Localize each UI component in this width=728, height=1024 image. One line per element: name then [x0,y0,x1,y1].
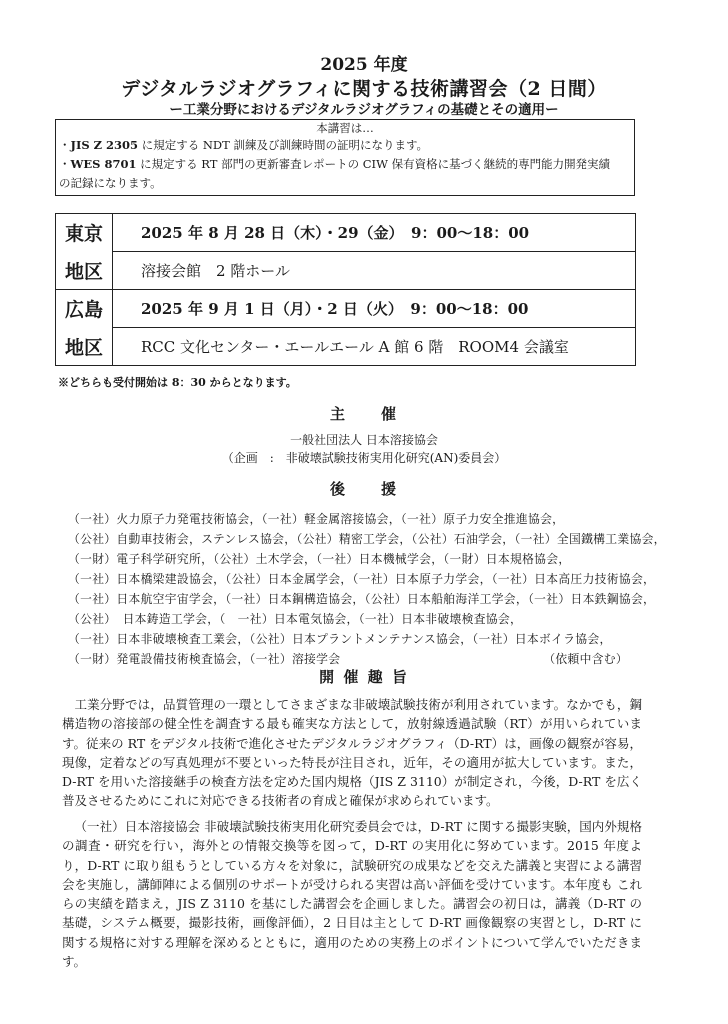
supporter-line: （一社）火力原子力発電技術協会，（一社）軽金属溶接協会，（一社）原子力安全推進協会， [68,512,565,526]
venue-date-hiroshima: 2025 年 9 月 1 日（月）・2 日（火） 9：00〜18：00 [113,290,636,328]
venue-table [55,213,636,366]
purpose-paragraph-2: （一社）日本溶接協会 非破壊試験技術実用化研究委員会では，D-RT に関する撮影実験，国内外規格の調査・研究を行い，海外との情報交換等を図って，D-RT の実用化に努めています。2015 年度より，D-RT に取り組もうとしている方々を対象に，試験研究の成果などを交えた講義と実習による講習会を実施し，講師陣による個別のサポートが受けられる実習は高い評価を受けています。本年度も これらの実績を踏まえ，JIS Z 3110 を基にした講習会を企画しました。講習会の初日は，講義（D-RT の基礎，システム概要，撮影技術，画像評価），2 日目は主として D-RT 画像観察の実習とし，D-RT に関する規格に対する理解を深めるとともに，適用のための実務上のポイントについて学んでいただきます。 [62,819,642,970]
supporter-line: （一社）日本航空宇宙学会，（一社）日本鋼構造協会，（公社）日本船舶海洋工学会，（一社）日本鉄鋼協会， [68,592,656,606]
supporter-line: （公社） 日本鋳造工学会，（ 一社）日本電気協会，（一社）日本非破壊検査協会， [68,612,523,626]
supporter-line: （一財）電子科学研究所，（公社）土木学会，（一社）日本機械学会，（一財）日本規格協会， [68,552,571,566]
page-subtitle: ー工業分野におけるデジタルラジオグラフィの基礎とその適用ー [169,102,559,118]
supporter-pending-note: （依頼中含む） [543,652,628,666]
venue-place-tokyo: 溶接会館 2 階ホール [113,252,636,290]
venue-row-tokyo-date [56,214,636,252]
notice-text-1: に規定する NDT 訓練及び訓練時間の証明になります。 [138,138,429,152]
venue-date-tokyo: 2025 年 8 月 28 日（木）・29（金） 9：00〜18：00 [113,214,636,252]
supporter-line-last [68,650,628,667]
venue-label-tokyo-area: 地区 [56,252,113,290]
reception-note: ※どちらも受付開始は 8：30 からとなります。 [58,376,297,389]
supporter-line: （公社）自動車技術会，ステンレス協会，（公社）精密工学会，（公社）石油学会，（一社）全国鐵構工業協会， [68,532,666,546]
notice-standard-jis: JIS Z 2305 [70,138,139,152]
notice-standard-wes: WES 8701 [70,157,137,171]
page-title: デジタルラジオグラフィに関する技術講習会（2 日間） [121,78,607,100]
purpose-paragraph-1: 工業分野では，品質管理の一環としてさまざまな非破壊試験技術が利用されています。なかでも，鋼構造物の溶接部の健全性を調査する最も確実な方法として，放射線透過試験（RT）が用いられています。従来の RT をデジタル技術で進化させたデジタルラジオグラフィ（D-RT）は，画像の観察が容易，現像，定着などの写真処理が不要といった特長が注目され，近年，その適用が拡大しています。また，D-RT を用いた溶接継手の検査方法を定めた国内規格（JIS Z 3110）が制定され，今後，D-RT を広く普及させるためにこれに対応できる技術者の育成と確保が求められています。 [62,697,642,809]
venue-row-tokyo-place [56,252,636,290]
venue-row-hiroshima-date [56,290,636,328]
venue-label-hiroshima: 広島 [56,290,113,328]
organizer-planning: （企画 : 非破壊試験技術実用化研究(AN)委員会） [221,451,507,465]
notice-text-2: に規定する RT 部門の更新審査レポートの CIW 保有資格に基づく継続的専門能力開発実績 [136,157,611,171]
notice-bullet: ・ [59,138,71,152]
supporters-heading: 後 援 [329,480,398,498]
venue-row-hiroshima-place [56,328,636,366]
purpose-heading: 開 催 趣 旨 [319,668,409,686]
venue-label-hiroshima-area: 地区 [56,328,113,366]
notice-line-3: の記録になります。 [59,176,162,190]
notice-line-2 [56,155,634,174]
notice-bullet: ・ [59,157,71,171]
header-year: 2025 年度 [320,55,408,75]
notice-heading: 本講習は… [316,121,374,135]
supporter-line: （一社）日本非破壊検査工業会，（公社）日本プラントメンテナンス協会，（一社）日本ボイラ協会， [68,632,612,646]
organizer-heading: 主 催 [329,405,398,423]
notice-line-1 [56,136,634,155]
notice-box [55,119,635,196]
venue-place-hiroshima: RCC 文化センター・エールエール A 館 6 階 ROOM4 会議室 [113,328,636,366]
venue-label-tokyo: 東京 [56,214,113,252]
organizer-name: 一般社団法人 日本溶接協会 [290,433,438,447]
supporter-line: （一財）発電設備技術検査協会，（一社）溶接学会 [68,652,341,666]
supporter-line: （一社）日本橋梁建設協会，（公社）日本金属学会，（一社）日本原子力学会，（一社）日本高圧力技術協会， [68,572,656,586]
